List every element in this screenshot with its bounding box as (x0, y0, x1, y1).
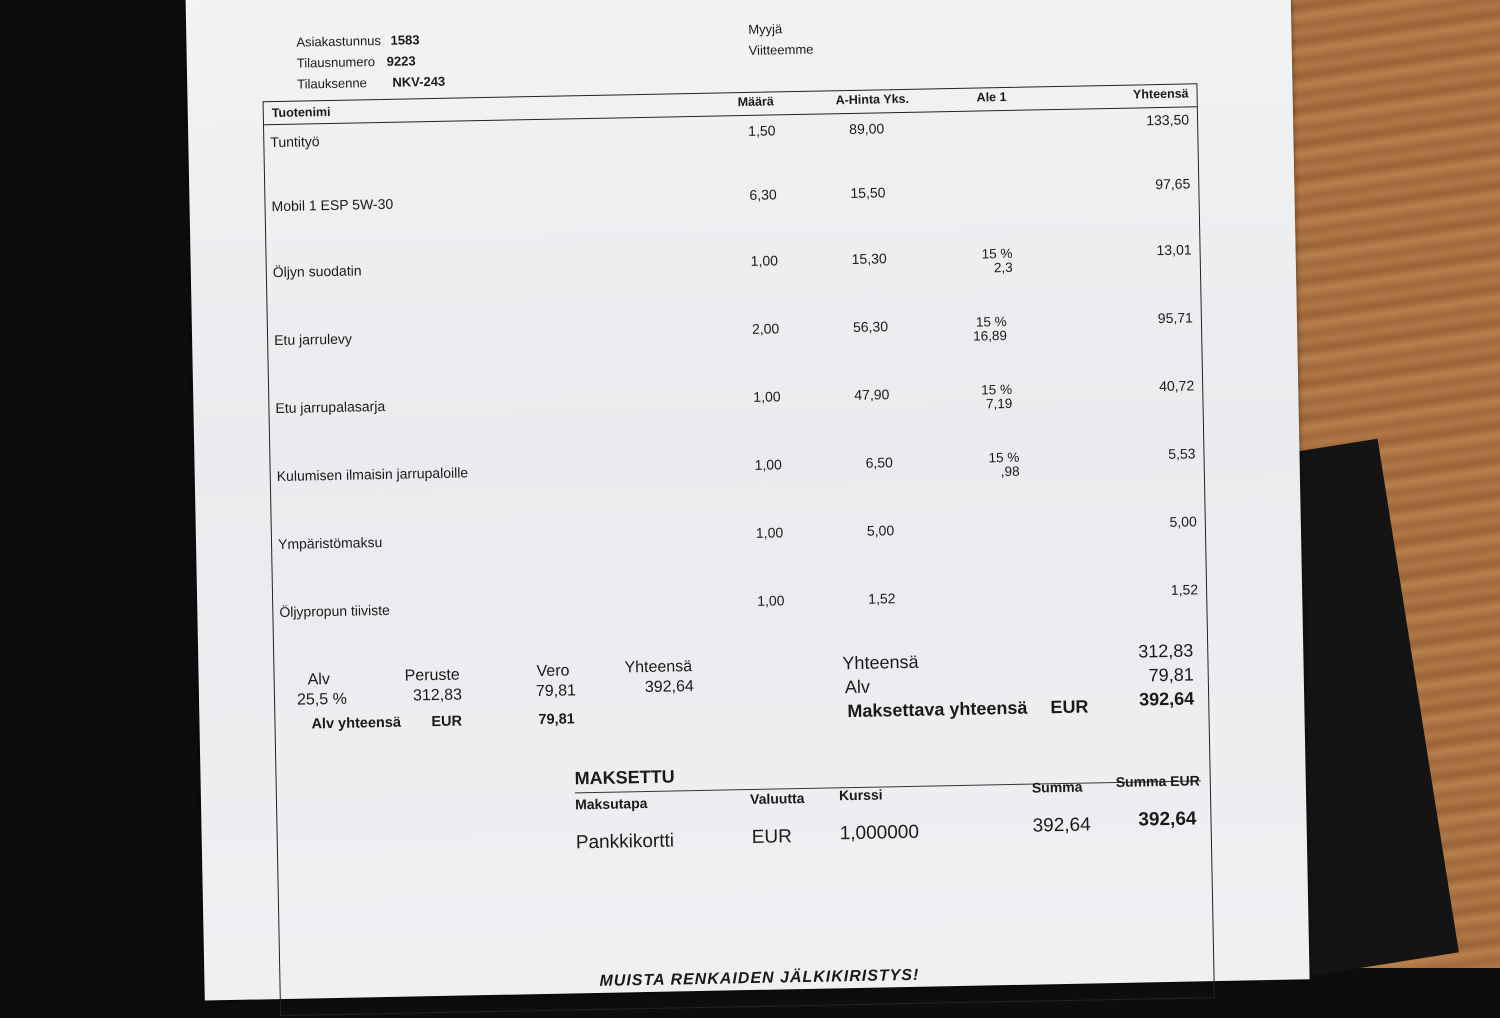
table-row (265, 175, 1198, 216)
col-unit-price: A-Hinta Yks. (835, 91, 910, 108)
your-order-label: Tilauksenne (297, 75, 367, 92)
vat-rate: 25,5 % (296, 690, 348, 709)
vat-grand-total (311, 710, 575, 733)
paid-method-header: Maksutapa (574, 794, 648, 813)
our-reference-label: Viitteemme (748, 41, 814, 58)
row-product: Öljypropun tiiviste (279, 601, 390, 621)
row-total: 40,72 (1158, 377, 1195, 395)
paid-currency: EUR (751, 826, 793, 848)
row-discount-amount: 7,19 (985, 395, 1013, 412)
customer-number-value: 1583 (390, 32, 420, 48)
row-discount-amount: 16,89 (973, 327, 1008, 344)
table-row (272, 513, 1205, 554)
paid-title: MAKSETTU (574, 766, 675, 789)
vat-grand-total-value: 79,81 (538, 711, 575, 729)
row-quantity: 6,30 (749, 186, 777, 203)
table-row (267, 241, 1200, 282)
payable-value: 392,64 (1138, 688, 1195, 710)
paid-method: Pankkikortti (575, 830, 675, 854)
table-row (268, 309, 1201, 350)
row-discount (981, 247, 1012, 276)
your-order (297, 74, 445, 92)
paid-sum-eur-header: Summa EUR (1115, 772, 1200, 790)
vat-total-label: Yhteensä (624, 658, 693, 677)
order-number-label: Tilausnumero (296, 54, 376, 71)
footer-reminder: MUISTA RENKAIDEN JÄLKIKIRISTYS! (599, 966, 920, 990)
row-discount-amount: 2,3 (993, 259, 1013, 276)
row-product: Tuntityö (270, 133, 320, 151)
customer-number-label: Asiakastunnus (296, 32, 382, 50)
vat-tax-label: Vero (536, 662, 570, 681)
row-discount (973, 315, 1007, 344)
row-discount-percent: 15 % (988, 449, 1020, 466)
paid-currency-header: Valuutta (749, 789, 805, 808)
row-total: 13,01 (1156, 241, 1192, 259)
row-unit-price: 56,30 (852, 318, 889, 335)
row-quantity: 2,00 (751, 320, 780, 337)
row-quantity: 1,00 (757, 592, 785, 609)
col-product: Tuotenimi (271, 104, 331, 121)
row-discount-percent: 15 % (981, 381, 1013, 398)
row-quantity: 1,00 (755, 524, 784, 541)
row-quantity: 1,50 (748, 122, 776, 139)
vat-base: 312,83 (412, 686, 463, 705)
paid-sum: 392,64 (1032, 814, 1091, 837)
vat-rate-label: Alv (307, 671, 331, 689)
row-discount-amount: ,98 (1000, 463, 1020, 480)
row-product: Etu jarrulevy (273, 330, 353, 349)
row-unit-price: 15,50 (850, 184, 886, 201)
row-product: Öljyn suodatin (272, 262, 362, 281)
row-quantity: 1,00 (750, 252, 779, 269)
invoice-paper (185, 0, 1309, 1001)
payable-currency: EUR (1050, 696, 1089, 718)
paid-rate: 1,000000 (839, 821, 920, 845)
row-total: 133,50 (1146, 111, 1190, 129)
row-total: 5,53 (1168, 445, 1196, 462)
row-product: Mobil 1 ESP 5W-30 (271, 195, 394, 215)
row-product: Kulumisen ilmaisin jarrupaloille (276, 464, 469, 485)
payable-total (847, 696, 1088, 722)
row-unit-price: 47,90 (854, 386, 890, 403)
table-row (271, 445, 1204, 486)
table-row (273, 581, 1206, 622)
row-unit-price: 89,00 (849, 120, 885, 137)
subtotal-label: Yhteensä (842, 651, 919, 674)
row-total: 1,52 (1170, 581, 1199, 598)
vat-tax: 79,81 (535, 682, 577, 701)
vat-grand-total-label: Alv yhteensä (311, 714, 402, 733)
row-unit-price: 6,50 (865, 454, 893, 471)
customer-number (296, 32, 419, 49)
vat-base-label: Peruste (404, 666, 460, 685)
row-total: 5,00 (1169, 513, 1197, 530)
vat-total: 392,64 (644, 678, 694, 697)
row-discount-percent: 15 % (981, 245, 1013, 262)
payable-label: Maksettava yhteensä (847, 697, 1028, 722)
row-unit-price: 5,00 (866, 522, 895, 539)
total-vat-label: Alv (844, 676, 871, 698)
row-quantity: 1,00 (753, 388, 781, 405)
order-number (297, 53, 416, 70)
paid-sum-header: Summa (1031, 778, 1083, 796)
paid-rate-header: Kurssi (838, 786, 883, 804)
vat-grand-total-currency: EUR (431, 713, 463, 731)
col-quantity: Määrä (737, 94, 774, 110)
row-quantity: 1,00 (754, 456, 783, 473)
items-table (263, 83, 1215, 1016)
row-unit-price: 15,30 (851, 250, 887, 267)
col-discount: Ale 1 (976, 89, 1007, 105)
col-total: Yhteensä (1132, 86, 1189, 102)
row-total: 97,65 (1155, 175, 1191, 193)
subtotal-value: 312,83 (1138, 640, 1194, 662)
seller-label: Myyjä (748, 21, 783, 37)
total-vat-value: 79,81 (1148, 664, 1194, 686)
your-order-value: NKV-243 (392, 73, 446, 90)
row-discount (988, 451, 1019, 480)
row-total: 95,71 (1157, 309, 1194, 327)
table-row (269, 377, 1202, 418)
row-unit-price: 1,52 (868, 590, 896, 607)
row-product: Ympäristömaksu (277, 534, 383, 553)
order-number-value: 9223 (386, 53, 416, 69)
row-discount (981, 383, 1012, 412)
row-product: Etu jarrupalasarja (275, 397, 386, 417)
paid-sum-eur: 392,64 (1138, 808, 1197, 831)
row-discount-percent: 15 % (975, 313, 1007, 330)
